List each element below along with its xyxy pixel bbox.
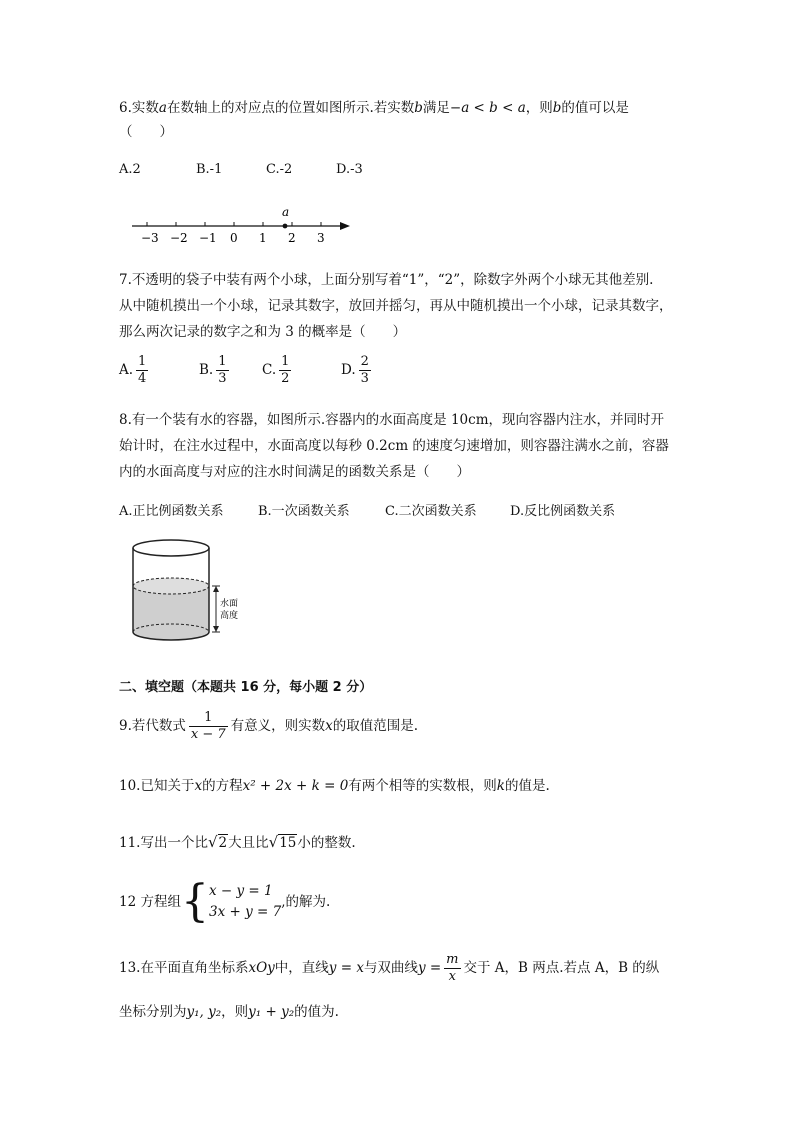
q7-option-d: D. $\frac{2}{3}$ <box>341 354 369 386</box>
q11: 11.写出一个比√2大且比√15小的整数. <box>119 833 356 851</box>
q6-option-c: C.-2 <box>266 162 293 177</box>
height-label-2: 高度 <box>220 611 239 621</box>
q8-option-d: D.反比例函数关系 <box>510 504 616 519</box>
q8-line-2: 始计时，在注水过程中，水面高度以每秒 0.2cm 的速度匀速增加，则容器注满水之前，容器 <box>119 438 669 454</box>
q10: 10.已知关于x的方程x² + 2x + k = 0有两个相等的实数根，则k的值是. <box>119 778 550 794</box>
point-a <box>283 224 288 229</box>
tick-label: 2 <box>288 231 296 245</box>
tick-label: 0 <box>230 231 238 245</box>
q6-option-d: D.-3 <box>336 162 363 177</box>
height-label-1: 水面 <box>220 599 239 609</box>
q7-line-1: 7.不透明的袋子中装有两个小球，上面分别写着“1”，“2”，除数字外两个小球无其他差别. <box>119 272 654 288</box>
q8-option-c: C.二次函数关系 <box>385 504 477 519</box>
q7-line-2: 从中随机摸出一个小球，记录其数字，放回并摇匀，再从中随机摸出一个小球，记录其数字， <box>119 298 673 314</box>
q8-option-a: A.正比例函数关系 <box>119 504 224 519</box>
q6-option-a: A.2 <box>119 162 141 177</box>
section-2-heading: 二、填空题（本题共 16 分，每小题 2 分） <box>119 680 373 695</box>
q6-stem: 6.实数a在数轴上的对应点的位置如图所示.若实数b满足−a < b < a，则b的值可以是 <box>119 100 629 116</box>
axis-ticks <box>147 222 321 226</box>
q13-line-1: 13.在平面直角坐标系xOy中，直线y = x与双曲线y = $\frac{m}{x}$ 交于 A，B 两点.若点 A，B 的纵 <box>119 952 660 984</box>
axis-arrow <box>340 222 350 230</box>
q7-option-b: B. $\frac{1}{3}$ <box>199 354 227 386</box>
q8-option-b: B.一次函数关系 <box>258 504 350 519</box>
tick-label: −1 <box>199 231 217 245</box>
q6-option-b: B.-1 <box>196 162 223 177</box>
tick-label: 1 <box>259 231 267 245</box>
container-rim <box>133 540 209 556</box>
point-a-label: a <box>282 205 290 219</box>
q7-option-a: A. $\frac{1}{4}$ <box>119 354 147 386</box>
q9: 9.若代数式 $\frac{1}{x - 7}$ 有意义，则实数x的取值范围是. <box>119 710 419 742</box>
water-surface <box>133 578 209 594</box>
q7-line-3: 那么两次记录的数字之和为 3 的概率是（ ） <box>119 324 407 340</box>
q12: 12 方程组{ x − y = 1 3x + y = 7 ,的解为. <box>119 876 331 927</box>
tick-label: −2 <box>170 231 188 245</box>
tick-label: 3 <box>317 231 325 245</box>
container-figure <box>124 538 248 650</box>
number-line-figure <box>120 200 360 250</box>
q8-line-3: 内的水面高度与对应的注水时间满足的函数关系是（ ） <box>119 464 470 480</box>
q8-line-1: 8.有一个装有水的容器，如图所示.容器内的水面高度是 10cm，现向容器内注水，并同时开 <box>119 412 665 428</box>
q13-line-2: 坐标分别为y₁, y₂，则y₁ + y₂的值为. <box>119 1004 339 1020</box>
tick-label: −3 <box>141 231 159 245</box>
q6-paren: （ ） <box>119 124 173 140</box>
q7-option-c: C. $\frac{1}{2}$ <box>262 354 290 386</box>
